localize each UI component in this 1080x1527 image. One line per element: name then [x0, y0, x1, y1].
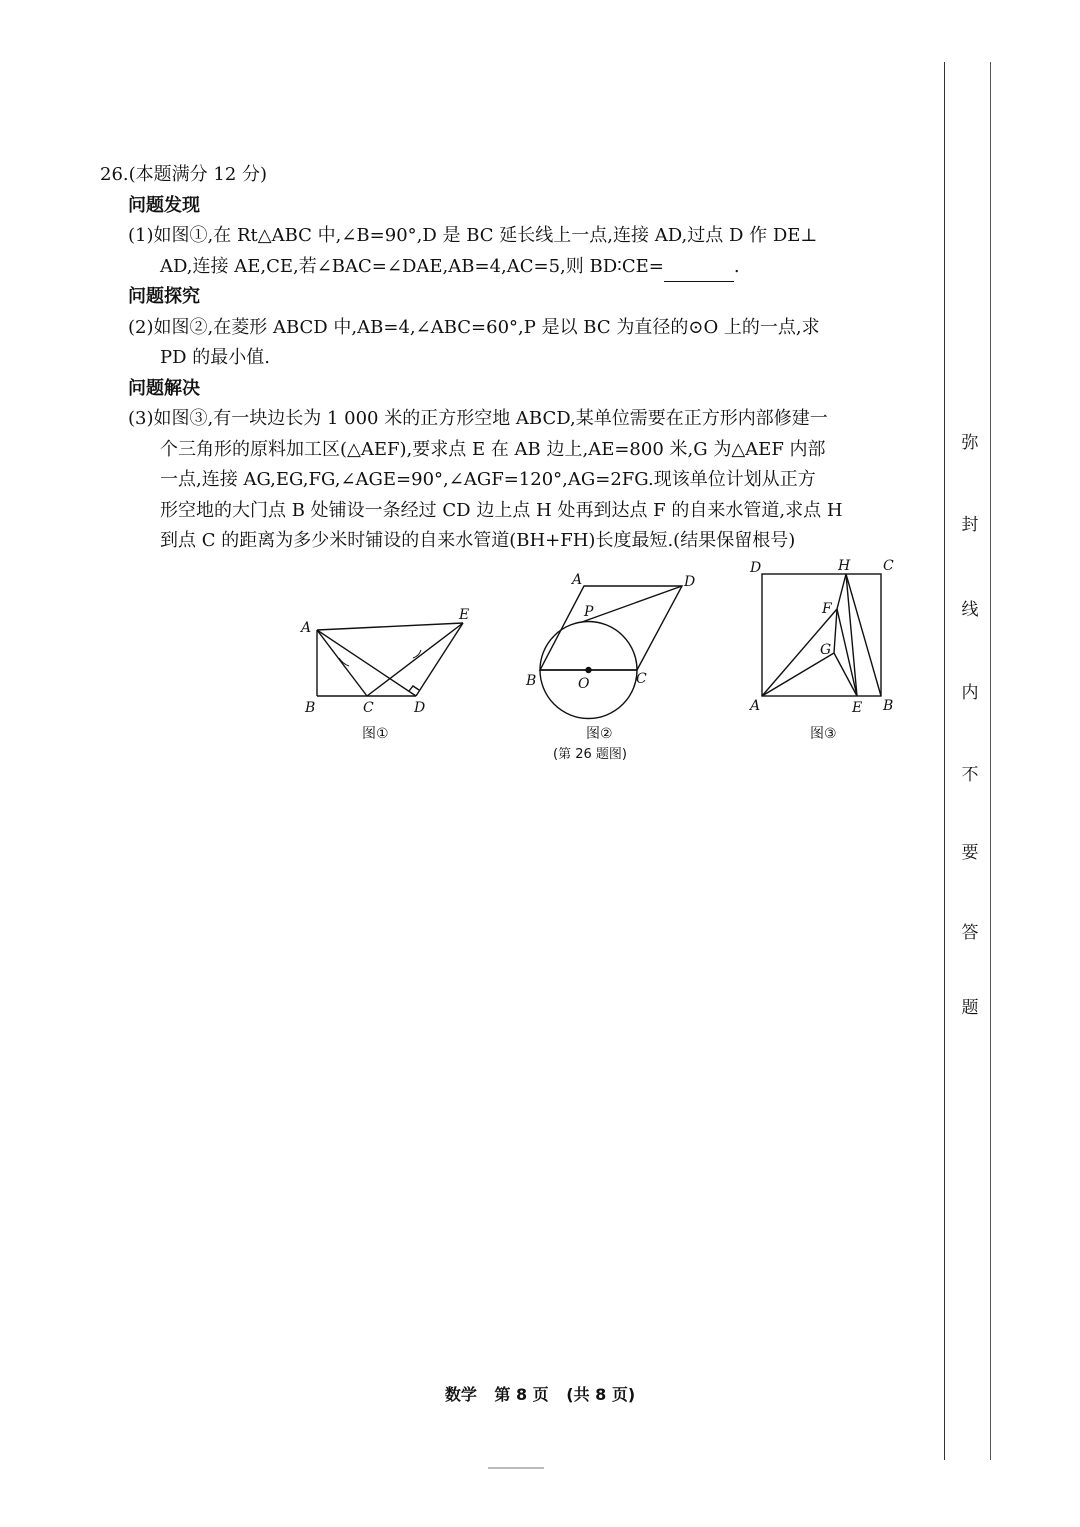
- part1-line2: [160, 252, 900, 283]
- label-C: C: [883, 558, 894, 574]
- label-A: A: [572, 572, 583, 588]
- part1-line1: (1)如图①,在 Rt△ABC 中,∠B=90°,D 是 BC 延长线上一点,连接 AD,过点 D 作 DE⊥: [128, 225, 818, 246]
- binding-line-outer: [990, 62, 991, 1460]
- point-O: [586, 668, 591, 673]
- rhombus-ABCD: [540, 586, 682, 670]
- label-E: E: [459, 607, 470, 623]
- figure-group-caption: (第 26 题图): [553, 747, 627, 762]
- segment-AG: [762, 653, 834, 696]
- figure-1-caption: 图①: [362, 726, 389, 742]
- label-H: H: [838, 558, 851, 574]
- label-A: A: [750, 698, 761, 714]
- part2-line1: (2)如图②,在菱形 ABCD 中,AB=4,∠ABC=60°,P 是以 BC 为直径的⊙O 上的一点,求: [128, 316, 820, 338]
- seal-char-7: 答: [961, 923, 979, 943]
- section-problem-discovery: 问题发现: [128, 194, 200, 216]
- seal-char-5: 不: [961, 765, 979, 785]
- segment-DE: [416, 623, 463, 696]
- segment-AE: [317, 623, 463, 630]
- answer-blank[interactable]: [664, 261, 734, 282]
- figure-3-caption: 图③: [810, 726, 837, 742]
- segment-FG: [834, 609, 837, 653]
- seal-char-4: 内: [961, 683, 979, 703]
- label-G: G: [820, 642, 832, 658]
- label-E: E: [852, 700, 863, 716]
- label-D: D: [414, 700, 426, 716]
- seal-char-1: 弥: [961, 433, 979, 453]
- footer-subject: 数学: [444, 1385, 477, 1404]
- seal-char-3: 线: [961, 600, 979, 620]
- question-title: 26.(本题满分 12 分): [100, 164, 268, 185]
- figure-3: [740, 555, 910, 725]
- label-P: P: [584, 604, 594, 620]
- binding-line-inner: [944, 62, 945, 1460]
- figure-1: [295, 600, 485, 720]
- label-D: D: [750, 560, 762, 576]
- segment-AC: [317, 630, 367, 696]
- part3-line1: (3)如图③,有一块边长为 1 000 米的正方形空地 ABCD,某单位需要在正方形内部修建一: [128, 408, 828, 429]
- page-footer: [0, 1382, 1080, 1405]
- label-B: B: [526, 673, 537, 689]
- footer-page: 第 8 页: [494, 1385, 549, 1404]
- segment-EF: [837, 609, 857, 696]
- part3-line4: 形空地的大门点 B 处铺设一条经过 CD 边上点 H 处再到达点 F 的自来水管道,求点 H: [160, 499, 843, 521]
- label-F: F: [822, 601, 832, 617]
- figure-2-caption: 图②: [586, 726, 613, 742]
- label-B: B: [883, 698, 894, 714]
- segment-CE: [367, 623, 463, 696]
- angle-mark-E: [413, 650, 421, 658]
- question-26: [100, 160, 900, 557]
- segment-PD: [582, 586, 682, 622]
- section-problem-solving: 问题解决: [128, 377, 200, 399]
- part2-line2: PD 的最小值.: [160, 347, 270, 368]
- seal-char-8: 题: [961, 998, 979, 1018]
- footer-total: (共 8 页): [566, 1385, 636, 1404]
- part1-line2-text: AD,连接 AE,CE,若∠BAC=∠DAE,AB=4,AC=5,则 BD∶CE=: [160, 255, 664, 277]
- right-angle-mark-D: [409, 686, 419, 691]
- part3-line2: 个三角形的原料加工区(△AEF),要求点 E 在 AB 边上,AE=800 米,G 为△AEF 内部: [160, 438, 826, 460]
- label-C: C: [636, 671, 647, 687]
- label-A: A: [301, 620, 312, 636]
- label-B: B: [305, 700, 316, 716]
- part3-line3: 一点,连接 AG,EG,FG,∠AGE=90°,∠AGF=120°,AG=2FG.现该单位计划从正方: [160, 469, 816, 490]
- segment-AD: [317, 630, 416, 696]
- part1-line2-end: .: [733, 255, 740, 277]
- segment-HF: [837, 574, 846, 609]
- part3-line5: 到点 C 的距离为多少米时铺设的自来水管道(BH+FH)长度最短.(结果保留根号): [160, 530, 796, 551]
- section-problem-exploration: 问题探究: [128, 286, 200, 307]
- label-C: C: [363, 700, 374, 716]
- label-O: O: [578, 676, 590, 692]
- figure-2: [520, 568, 710, 753]
- label-D: D: [684, 574, 696, 590]
- seal-char-2: 封: [961, 515, 979, 535]
- scan-mark: [488, 1467, 544, 1469]
- seal-char-6: 要: [961, 843, 979, 863]
